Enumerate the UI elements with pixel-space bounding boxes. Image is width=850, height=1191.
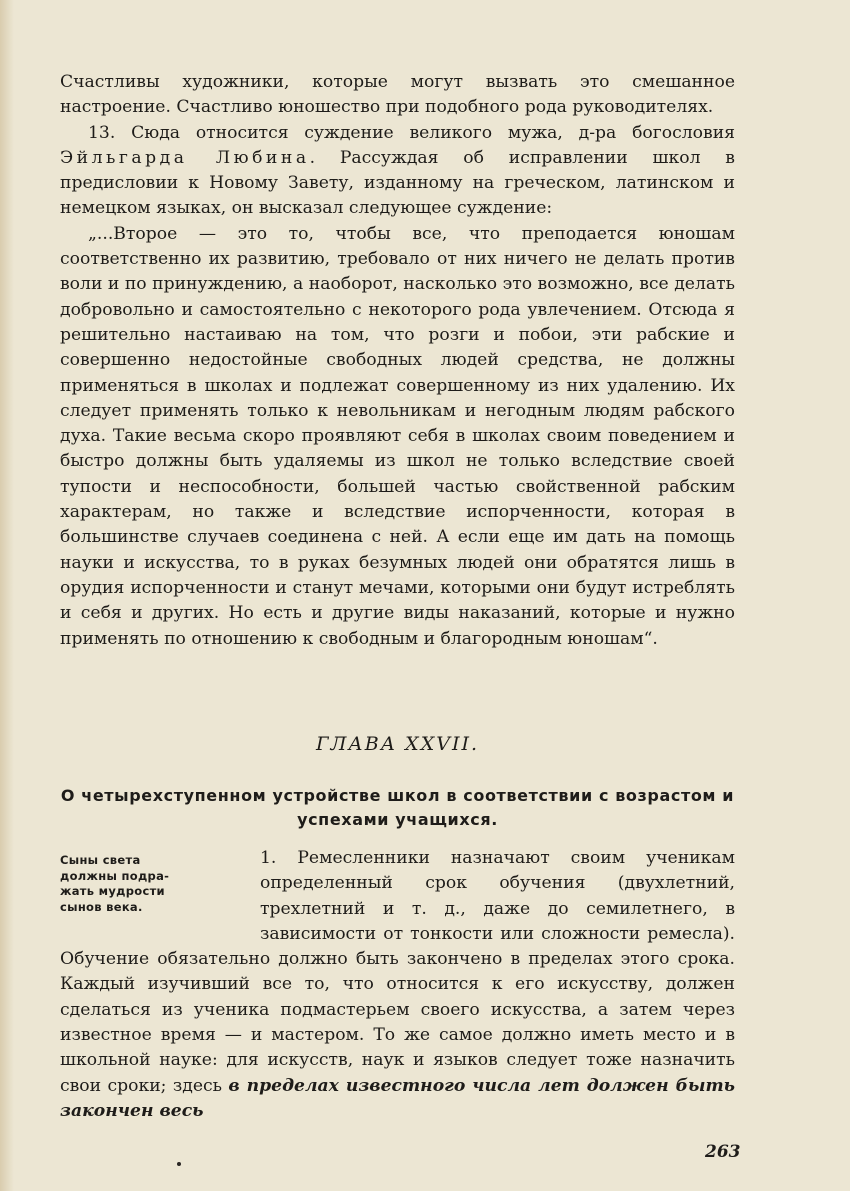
chapter-paragraph-1-start: 1. Ремесленники назначают своим ученикам определенный срок обучения (двухлетний, трехлетний и т. д., даже до семилетнего, в зависимости от тонкости или сложности ремесла). Обучение обязательно должно быть закончено в пределах этого срока. Каждый изучивший все то, что относится к его искусству, должен сделаться из ученика подмастерьем своего искусства, а затем через известное время — и мастером. То же самое должно иметь место и в школьной науке: для искусств, наук и языков следует тоже назначить свои сроки; здесь: [60, 848, 735, 1096]
page-binding-edge: [0, 0, 14, 1191]
margin-note-line: сынов века.: [60, 899, 143, 914]
chapter-subtitle: О четырехступенном устройстве школ в соответствии с возрастом и успехами учащихся.: [60, 786, 735, 829]
margin-note-line: должны подра-: [60, 868, 170, 883]
chapter-text-block: [60, 846, 735, 1124]
author-name: Эйльгарда Любина: [60, 147, 310, 168]
chapter-title: ГЛАВА XXVII.: [315, 733, 480, 755]
intro-paragraph-2: [60, 121, 735, 222]
margin-note-line: жать мудрости: [60, 884, 165, 898]
paragraph-2-start: 13. Сюда относится суждение великого мужа, д-ра богословия: [88, 122, 735, 143]
quotation-paragraph: „...Второе — это то, чтобы все, что преподается юношам соответственно их развитию, требовало от них ничего не делать против воли и по принуждению, а наоборот, насколько это возможно, все делать добровольно и самостоятельно с некоторого рода увлечением. Отсюда я решительно настаиваю на том, что розги и побои, эти рабские и совершенно недостойные свободных людей средства, не должны применяться в школах и подлежат совершенному из них удалению. Их следует применять только к невольникам и негодным людям рабского духа. Такие весьма скоро проявляют себя в школах своим поведением и быстро должны быть удаляемы из школ не только вследствие своей тупости и неспособности, большей частью свойственной рабским характерам, но также и вследствие испорченности, которая в большинстве случаев соединена с ней. А если еще им дать на помощь науки и искусства, то в руках безумных людей они обратятся лишь в орудия испорченности и станут мечами, которыми они будут истреблять и себя и других. Но есть и другие виды наказаний, которые и нужно применять по отношению к свободным и благородным юношам“.: [60, 223, 735, 649]
page-number: 263: [705, 1142, 741, 1162]
print-speck: [177, 1162, 181, 1166]
emphasized-phrase: в пределах известного числа лет должен быть закончен весь: [60, 1075, 735, 1121]
margin-note-line: Сыны света: [60, 853, 141, 867]
book-page: [60, 0, 741, 1191]
intro-text-block: [60, 70, 735, 652]
paragraph-2-end: . Рассуждая об исправлении школ в предисловии к Новому Завету, изданному на греческом, латинском и немецком языках, он высказал следующее суждение:: [60, 147, 735, 219]
intro-paragraph-1: Счастливы художники, которые могут вызвать это смешанное настроение. Счастливо юношество при подобного рода руководителях.: [60, 72, 735, 118]
margin-note-space: [60, 846, 260, 922]
